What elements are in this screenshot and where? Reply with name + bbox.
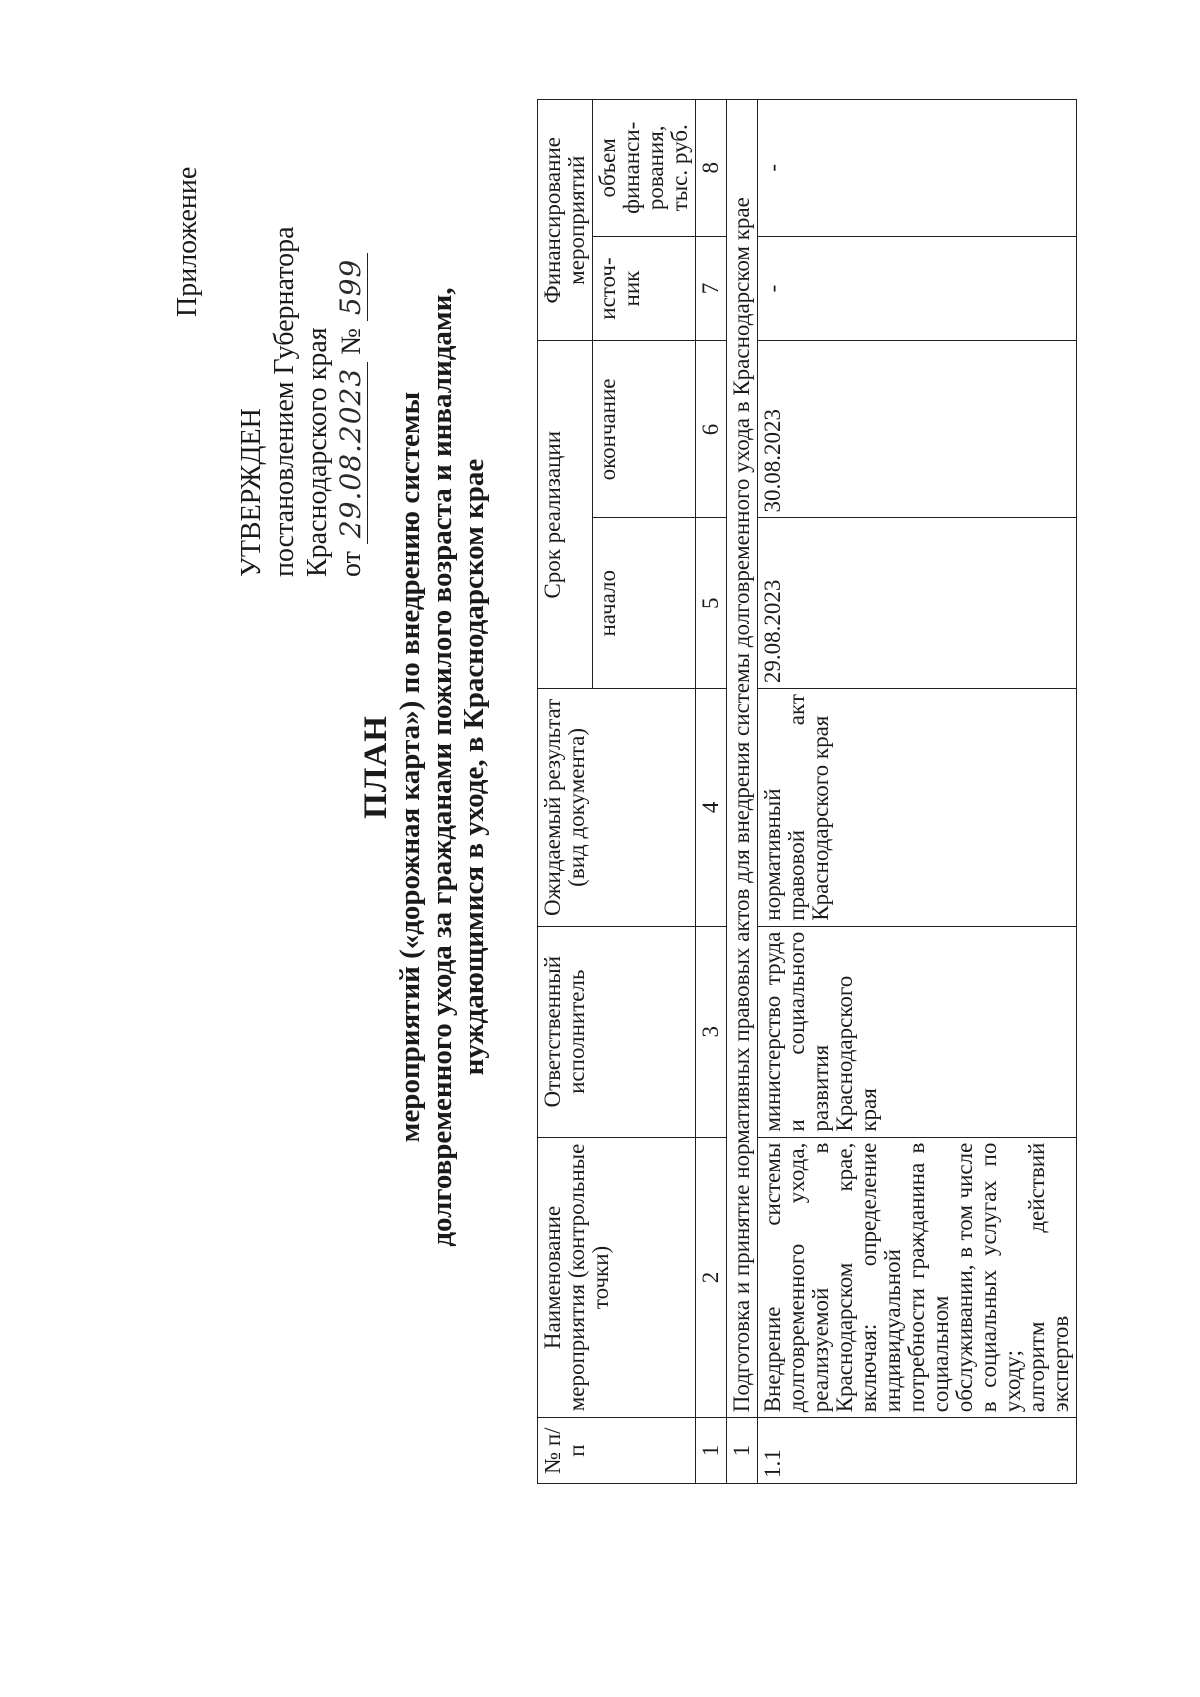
- appendix-label: Приложение: [172, 166, 203, 317]
- header-start: начало: [593, 518, 696, 689]
- row-source: -: [758, 236, 1077, 341]
- header-num: № п/п: [538, 1418, 696, 1484]
- header-period: Срок реализации: [538, 341, 593, 689]
- header-executor: Ответственный исполнитель: [538, 926, 696, 1137]
- column-number: 7: [696, 236, 727, 341]
- row-name-text: Внедрение системы долговременного ухода, реализуемой в Краснодарском крае, включая: определение индивидуальной потребности гражданина в социальном обслуживании, в том числе в социальных услугах по уходу;: [760, 1142, 1025, 1413]
- from-label: от: [336, 551, 367, 577]
- approval-line-2: постановлением Губернатора: [269, 226, 300, 577]
- row-name-continuation: алгоритм действий экспертов: [1024, 1142, 1073, 1413]
- title-line-3: долговременного ухода за гражданами пожилого возраста и инвалидами,: [426, 287, 458, 1247]
- section-row: [727, 100, 758, 1484]
- row-end: 30.08.2023: [758, 341, 1077, 518]
- approval-date: 29.08.2023: [334, 362, 368, 544]
- header-financing: Финансирование мероприятий: [538, 100, 593, 341]
- number-label: №: [336, 328, 367, 355]
- header-row-1: [538, 100, 593, 1484]
- document-title: [360, 77, 490, 1457]
- title-line-2: мероприятий («дорожная карта») по внедрению системы: [394, 391, 426, 1143]
- column-number: 2: [696, 1137, 727, 1418]
- title-plan: ПЛАН: [358, 715, 394, 819]
- row-volume: -: [758, 100, 1077, 237]
- header-result: Ожидаемый результат (вид документа): [538, 689, 696, 927]
- header-source: источ-ник: [593, 236, 696, 341]
- section-num: 1: [727, 1418, 758, 1484]
- column-number: 1: [696, 1418, 727, 1484]
- row-result: нормативный правовой акт Краснодарского края: [758, 689, 1077, 927]
- table-row: [758, 100, 1077, 1484]
- column-number: 4: [696, 689, 727, 927]
- row-name: [758, 1137, 1077, 1418]
- plan-table: [537, 99, 1077, 1484]
- title-line-4: нуждающимися в уходе, в Краснодарском крае: [458, 458, 490, 1076]
- column-number: 8: [696, 100, 727, 237]
- row-executor: министерство труда и социального развития Краснодарского края: [758, 926, 1077, 1137]
- column-number: 3: [696, 926, 727, 1137]
- row-start: 29.08.2023: [758, 518, 1077, 689]
- row-num: 1.1: [758, 1418, 1077, 1484]
- column-number-row: [696, 100, 727, 1484]
- column-number: 6: [696, 341, 727, 518]
- approval-line-3: Краснодарского края: [302, 327, 333, 577]
- section-title: Подготовка и принятие нормативных правовых актов для внедрения системы долговременного ухода в Краснодарском крае: [727, 100, 758, 1418]
- approval-line-1: УТВЕРЖДЕН: [236, 408, 267, 577]
- header-end: окончание: [593, 341, 696, 518]
- header-volume: объем финанси-рования, тыс. руб.: [593, 100, 696, 237]
- approval-stamp: [235, 226, 368, 577]
- approval-number: 599: [334, 253, 368, 321]
- header-name: Наименование мероприятия (контрольные точки): [538, 1137, 696, 1418]
- column-number: 5: [696, 518, 727, 689]
